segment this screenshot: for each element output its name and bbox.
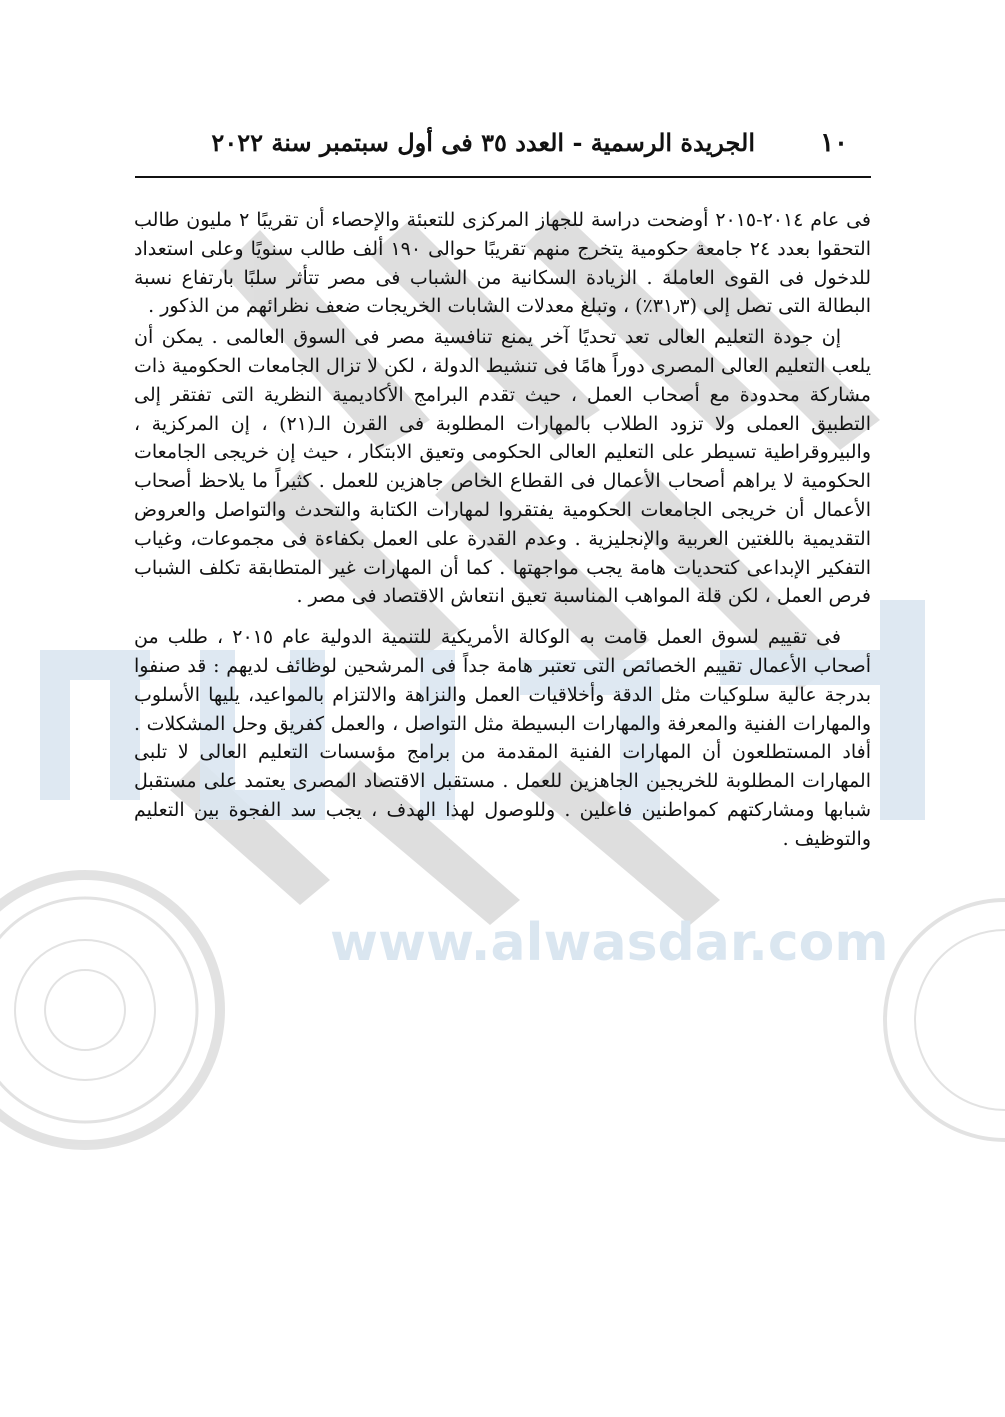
header-divider	[135, 176, 871, 178]
page-header	[135, 122, 870, 172]
emblem-seal	[0, 875, 220, 1145]
page-number: ١٠	[820, 128, 848, 158]
paragraph: فى عام ٢٠١٤-٢٠١٥ أوضحت دراسة للجهاز المركزى للتعبئة والإحصاء أن تقريبًا ٢ مليون طالب التحقوا بعدد ٢٤ جامعة حكومية يتخرج منهم تقريبًا حوالى ١٩٠ ألف طالب سنويًا وعلى استعداد للدخول فى القوى العاملة . الزيادة السكانية من الشباب فى مصر تتأثر سلبًا بارتفاع نسبة البطالة التى تصل إلى (٣١٫٣٪) ، وتبلغ معدلات الشابات الخريجات ضعف نظرائهم من الذكور .	[134, 209, 872, 318]
running-title: الجريدة الرسمية - العدد ٣٥ فى أول سبتمبر سنة ٢٠٢٢	[211, 128, 755, 157]
paragraph: إن جودة التعليم العالى تعد تحديًا آخر يمنع تنافسية مصر فى السوق العالمى . يمكن أن يلعب التعليم العالى المصرى دوراً هامًا فى تنشيط الدولة ، لكن لا تزال الجامعات الحكومية ذات مشاركة محدودة مع أصحاب العمل ، حيث تقدم البرامج الأكاديمية النظرية التى تفتقر إلى التطبيق العملى ولا تزود الطلاب بالمهارات المطلوبة فى القرن الـ(٢١) ، إن المركزية ، والبيروقراطية تسيطر على التعليم العالى الحكومى وتعيق الابتكار ، حيث إن خريجى الجامعات الحكومية لا يراهم أصحاب الأعمال فى القطاع الخاص جاهزين للعمل . كثيراً ما يلاحظ أصحاب الأعمال أن خريجى الجامعات الحكومية يفتقروا لمهارات الكتابة والتحدث والتواصل والعروض التقديمية باللغتين العربية والإنجليزية . وعدم القدرة على العمل بكفاءة فى مجموعات، وغياب التفكير الإبداعى كتحديات هامة يجب مواجهتها . كما أن المهارات غير المتطابقة تكلف الشباب فرص العمل ، لكن قلة المواهب المناسبة تعيق انتعاش الاقتصاد فى مصر .	[134, 326, 871, 608]
document-body	[134, 206, 871, 854]
watermark-text: www.alwasdar.com	[330, 913, 889, 973]
paragraph: فى تقييم لسوق العمل قامت به الوكالة الأمريكية للتنمية الدولية عام ٢٠١٥ ، طلب من أصحاب الأعمال تقييم الخصائص التى تعتبر هامة جداً فى المرشحين لوظائف لديهم : قد صنفوا بدرجة عالية سلوكيات مثل الدقة وأخلاقيات العمل والنزاهة والالتزام بالمواعيد، يليها الأسلوب والمهارات الفنية والمعرفة والمهارات البسيطة مثل التواصل ، والعمل كفريق وحل المشكلات . أفاد المستطلعون أن المهارات الفنية المقدمة من برامج مؤسسات التعليم العالى لا تلبى المهارات المطلوبة للخريجين الجاهزين للعمل . مستقبل الاقتصاد المصرى يعتمد على مستقبل شبابها ومشاركتهم كمواطنين فاعلين . وللوصول لهذا الهدف ، يجب سد الفجوة بين التعليم والتوظيف .	[134, 626, 871, 850]
emblem-globe	[885, 900, 1005, 1140]
